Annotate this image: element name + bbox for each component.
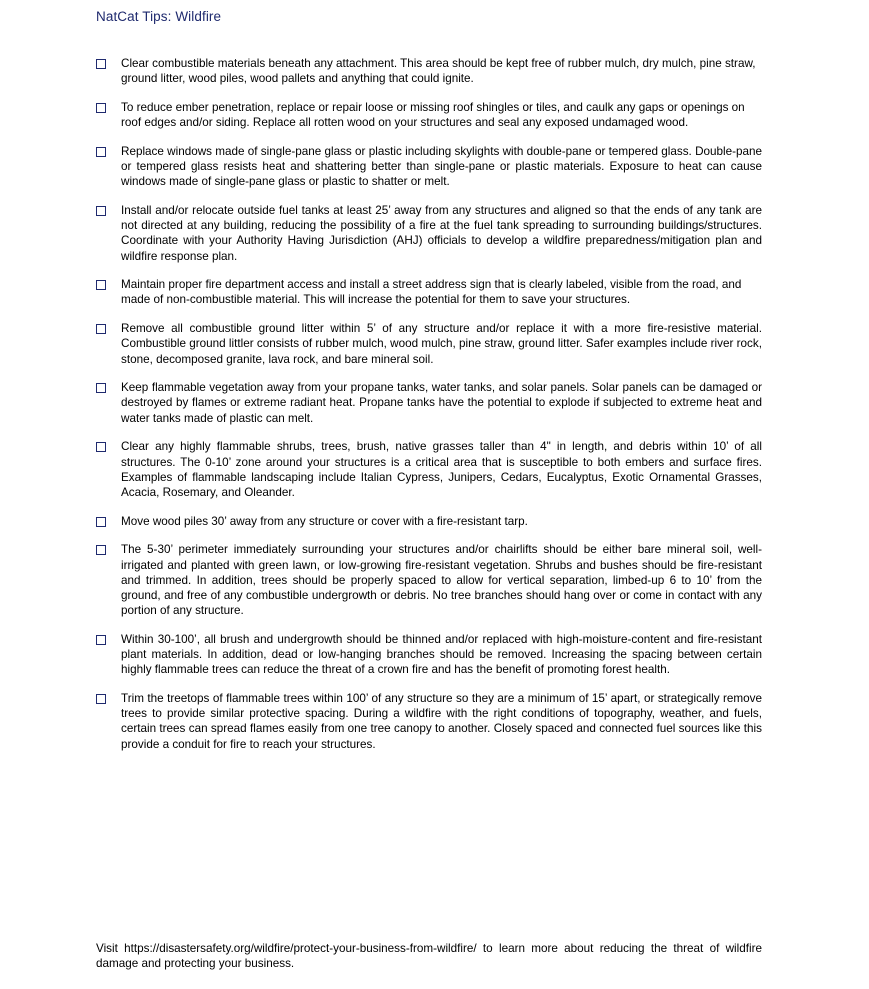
- checkbox-icon[interactable]: [96, 545, 106, 555]
- list-item[interactable]: [96, 691, 762, 752]
- page-title: NatCat Tips: Wildfire: [96, 9, 222, 24]
- tips-checklist: [96, 56, 762, 752]
- checkbox-icon[interactable]: [96, 147, 106, 157]
- checkbox-icon[interactable]: [96, 694, 106, 704]
- list-item[interactable]: [96, 203, 762, 264]
- list-item-text: Install and/or relocate outside fuel tanks at least 25’ away from any structures and aligned so that the ends of any tank are not directed at any building, reducing the possibility of a fire at the fuel tank spreading to surrounding buildings/structures. Coordinate with your Authority Having Jurisdiction (AHJ) officials to develop a wildfire preparedness/mitigation plan and wildfire response plan.: [121, 203, 762, 263]
- checkbox-icon[interactable]: [96, 59, 106, 69]
- list-item-text: Trim the treetops of flammable trees within 100’ of any structure so they are a minimum of 15’ apart, or strategically remove trees to provide similar protective spacing. During a wildfire with the right conditions of topography, weather, and fuels, certain trees can spread flames easily from one tree canopy to another. Closely spaced and connected fuel sources like this provide a conduit for fire to reach your structures.: [121, 692, 762, 751]
- checkbox-icon[interactable]: [96, 517, 106, 527]
- checkbox-icon[interactable]: [96, 442, 106, 452]
- list-item-text: Remove all combustible ground litter within 5’ of any structure and/or replace it with a more fire-resistive material. Combustible ground littler consists of rubber mulch, wood mulch, pine straw, ground litter. Safer examples include river rock, stone, decomposed granite, lava rock, and bare mineral soil.: [121, 322, 762, 366]
- checkbox-icon[interactable]: [96, 635, 106, 645]
- list-item-text: The 5-30’ perimeter immediately surrounding your structures and/or chairlifts should be either bare mineral soil, well-irrigated and planted with green lawn, or low-growing fire-resistant vegetation. Shrubs and bushes should be fire-resistant and trimmed. In addition, trees should be properly spaced to allow for vertical separation, limbed-up 6 to 10’ from the ground, and free of any combustible undergrowth or debris. No tree branches should hang over or come in contact with any portion of any structure.: [121, 543, 762, 618]
- checkbox-icon[interactable]: [96, 206, 106, 216]
- closing-paragraph: Visit https://disastersafety.org/wildfire/protect-your-business-from-wildfire/ to learn more about reducing the threat of wildfire damage and protecting your business.: [96, 942, 762, 971]
- list-item-text: Maintain proper fire department access and install a street address sign that is clearly labeled, visible from the road, and made of non-combustible material. This will increase the potential for them to save your structures.: [121, 278, 742, 307]
- list-item-text: Replace windows made of single-pane glass or plastic including skylights with double-pane or tempered glass. Double-pane or tempered glass resists heat and shattering better than single-pane or plastic materials. Exposure to heat can cause windows made of single-pane glass or plastic to shatter or melt.: [121, 144, 762, 189]
- list-item[interactable]: [96, 380, 762, 426]
- checkbox-icon[interactable]: [96, 103, 106, 113]
- list-item[interactable]: [96, 439, 762, 500]
- list-item-text: Clear any highly flammable shrubs, trees, brush, native grasses taller than 4" in length, and debris within 10’ of all structures. The 0-10’ zone around your structures is a critical area that is susceptible to both embers and surface fires. Examples of flammable landscaping include Italian Cypress, Junipers, Cedars, Eucalyptus, Exotic Ornamental Grasses, Acacia, Rosemary, and Oleander.: [121, 440, 762, 499]
- list-item[interactable]: [96, 277, 762, 307]
- list-item[interactable]: [96, 542, 762, 618]
- list-item[interactable]: [96, 100, 762, 130]
- list-item[interactable]: [96, 321, 762, 367]
- list-item[interactable]: [96, 514, 762, 529]
- list-item[interactable]: [96, 56, 762, 86]
- list-item-text: To reduce ember penetration, replace or repair loose or missing roof shingles or tiles, and caulk any gaps or openings on roof edges and/or siding. Replace all rotten wood on your structures and seal any exposed undamaged wood.: [121, 100, 745, 130]
- list-item-text: Keep flammable vegetation away from your propane tanks, water tanks, and solar panels. Solar panels can be damaged or destroyed by flames or extreme radiant heat. Propane tanks have the potential to explode if subjected to extreme heat and water tanks made of plastic can melt.: [121, 381, 762, 425]
- checkbox-icon[interactable]: [96, 324, 106, 334]
- checkbox-icon[interactable]: [96, 383, 106, 393]
- list-item-text: Within 30-100’, all brush and undergrowth should be thinned and/or replaced with high-moisture-content and fire-resistant plant materials. In addition, dead or low-hanging branches should be removed. Increasing the spacing between certain highly flammable trees can reduce the threat of a crown fire and has the benefit of promoting forest health.: [121, 632, 762, 677]
- list-item[interactable]: [96, 144, 762, 190]
- list-item[interactable]: [96, 632, 762, 678]
- checkbox-icon[interactable]: [96, 280, 106, 290]
- list-item-text: Clear combustible materials beneath any attachment. This area should be kept free of rubber mulch, dry mulch, pine straw, ground litter, wood piles, wood pallets and anything that could ignite.: [121, 57, 756, 86]
- list-item-text: Move wood piles 30’ away from any structure or cover with a fire-resistant tarp.: [121, 514, 528, 528]
